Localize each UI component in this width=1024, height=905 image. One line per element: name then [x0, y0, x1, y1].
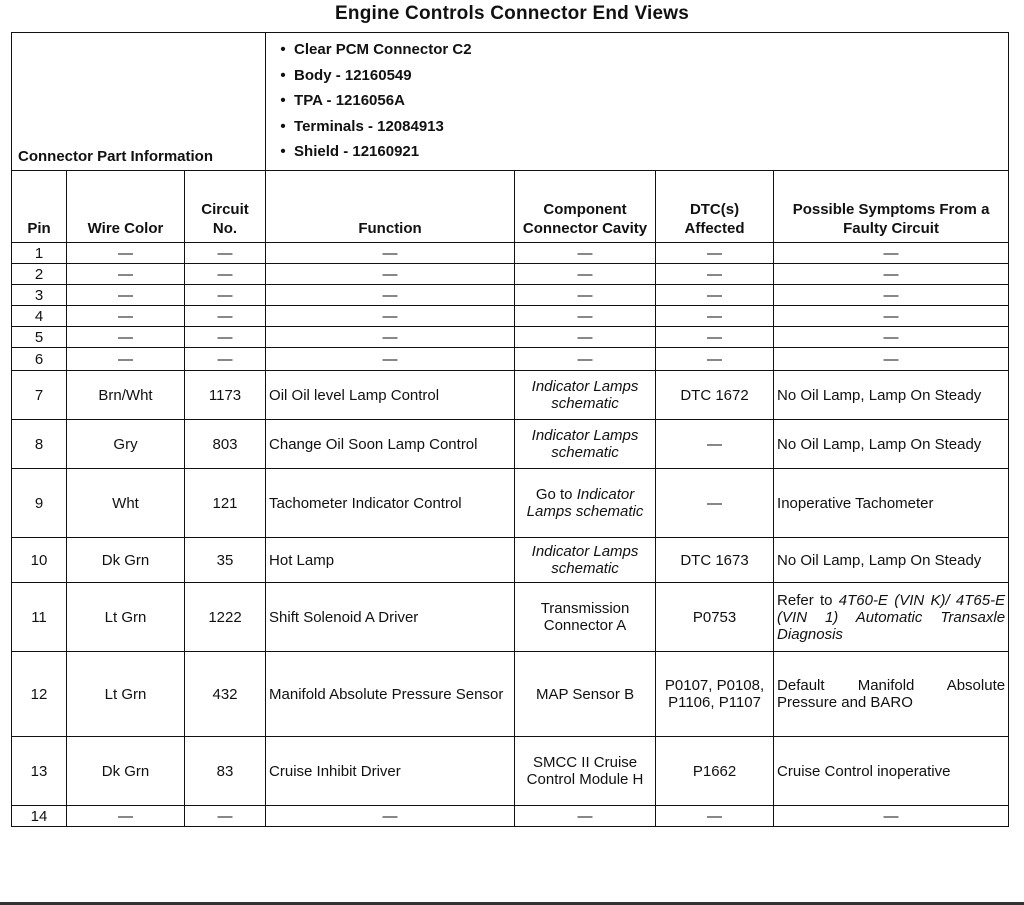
wire-color-cell: Brn/Wht: [67, 371, 185, 420]
function-cell: Hot Lamp: [266, 538, 515, 583]
pin-cell: 13: [12, 737, 67, 806]
pin-cell: 14: [12, 806, 67, 827]
pin-cell: 2: [12, 264, 67, 285]
page-title: Engine Controls Connector End Views: [335, 3, 689, 24]
symptom-cell: Cruise Control inoperative: [774, 737, 1009, 806]
dtc-cell: DTC 1673: [656, 538, 774, 583]
bullet-icon: •: [280, 143, 286, 161]
pin-cell: 12: [12, 652, 67, 737]
pin-cell: 9: [12, 469, 67, 538]
function-cell: —: [266, 306, 515, 327]
connector-info-row: [12, 33, 1009, 171]
table-row: [12, 285, 1009, 306]
cavity-cell: SMCC II Cruise Control Module H: [515, 737, 656, 806]
cavity-cell: —: [515, 348, 656, 371]
pin-cell: 5: [12, 327, 67, 348]
function-cell: Change Oil Soon Lamp Control: [266, 420, 515, 469]
symptom-cell: —: [774, 285, 1009, 306]
table-row: [12, 806, 1009, 827]
dtc-cell: DTC 1672: [656, 371, 774, 420]
connector-info-label: Connector Part Information: [12, 33, 266, 171]
circuit-cell: —: [185, 285, 266, 306]
wire-color-cell: —: [67, 264, 185, 285]
wire-color-cell: Lt Grn: [67, 583, 185, 652]
symptom-cell: —: [774, 243, 1009, 264]
pin-cell: 7: [12, 371, 67, 420]
cavity-cell: Indicator Lamps schematic: [515, 371, 656, 420]
circuit-cell: —: [185, 327, 266, 348]
cavity-cell: —: [515, 285, 656, 306]
circuit-cell: —: [185, 806, 266, 827]
function-cell: —: [266, 327, 515, 348]
pin-cell: 11: [12, 583, 67, 652]
cavity-cell: Indicator Lamps schematic: [515, 420, 656, 469]
wire-color-cell: Lt Grn: [67, 652, 185, 737]
wire-color-cell: —: [67, 806, 185, 827]
pin-cell: 8: [12, 420, 67, 469]
pin-cell: 6: [12, 348, 67, 371]
circuit-cell: —: [185, 348, 266, 371]
circuit-cell: 1222: [185, 583, 266, 652]
cavity-cell: —: [515, 243, 656, 264]
function-cell: —: [266, 806, 515, 827]
pin-cell: 3: [12, 285, 67, 306]
circuit-cell: —: [185, 264, 266, 285]
dtc-cell: P1662: [656, 737, 774, 806]
function-cell: Shift Solenoid A Driver: [266, 583, 515, 652]
symptom-cell: —: [774, 264, 1009, 285]
wire-color-cell: Wht: [67, 469, 185, 538]
bullet-icon: •: [280, 92, 286, 110]
wire-color-cell: —: [67, 285, 185, 306]
header-circuit: Circuit No.: [185, 171, 266, 243]
table-row: [12, 243, 1009, 264]
symptom-cell: —: [774, 348, 1009, 371]
symptom-cell: No Oil Lamp, Lamp On Steady: [774, 371, 1009, 420]
cavity-cell: Indicator Lamps schematic: [515, 538, 656, 583]
dtc-cell: —: [656, 806, 774, 827]
function-cell: Tachometer Indicator Control: [266, 469, 515, 538]
wire-color-cell: Dk Grn: [67, 538, 185, 583]
connector-info-item: • Clear PCM Connector C2: [272, 37, 1002, 63]
pin-cell: 4: [12, 306, 67, 327]
connector-info-list: [266, 33, 1009, 171]
table-row: [12, 652, 1009, 737]
header-wire-color: Wire Color: [67, 171, 185, 243]
header-function: Function: [266, 171, 515, 243]
cavity-cell: Transmission Connector A: [515, 583, 656, 652]
pin-cell: 1: [12, 243, 67, 264]
dtc-cell: —: [656, 285, 774, 306]
dtc-cell: —: [656, 348, 774, 371]
circuit-cell: —: [185, 306, 266, 327]
bullet-icon: •: [280, 66, 286, 84]
dtc-cell: P0107, P0108, P1106, P1107: [656, 652, 774, 737]
connector-info-item: • Body - 12160549: [272, 63, 1002, 89]
header-symptoms: Possible Symptoms From a Faulty Circuit: [774, 171, 1009, 243]
cavity-cell: —: [515, 806, 656, 827]
pin-cell: 10: [12, 538, 67, 583]
symptom-cell: No Oil Lamp, Lamp On Steady: [774, 420, 1009, 469]
circuit-cell: 83: [185, 737, 266, 806]
table-row: [12, 327, 1009, 348]
dtc-cell: —: [656, 306, 774, 327]
table-row: [12, 371, 1009, 420]
connector-info-item: • Terminals - 12084913: [272, 114, 1002, 140]
function-cell: Cruise Inhibit Driver: [266, 737, 515, 806]
circuit-cell: 121: [185, 469, 266, 538]
wire-color-cell: —: [67, 327, 185, 348]
dtc-cell: —: [656, 420, 774, 469]
symptom-cell: Refer to 4T60-E (VIN K)/ 4T65-E (VIN 1) Automatic Transaxle Diagnosis: [774, 583, 1009, 652]
circuit-cell: 35: [185, 538, 266, 583]
function-cell: Oil Oil level Lamp Control: [266, 371, 515, 420]
wire-color-cell: —: [67, 306, 185, 327]
table-row: [12, 469, 1009, 538]
table-row: [12, 583, 1009, 652]
cavity-cell: —: [515, 306, 656, 327]
header-pin: Pin: [12, 171, 67, 243]
bullet-icon: •: [280, 117, 286, 135]
function-cell: Manifold Absolute Pressure Sensor: [266, 652, 515, 737]
cavity-cell: Go to Indicator Lamps schematic: [515, 469, 656, 538]
dtc-cell: —: [656, 327, 774, 348]
table-row: [12, 264, 1009, 285]
table-row: [12, 737, 1009, 806]
dtc-cell: —: [656, 264, 774, 285]
circuit-cell: 1173: [185, 371, 266, 420]
circuit-cell: 432: [185, 652, 266, 737]
dtc-cell: —: [656, 469, 774, 538]
circuit-cell: —: [185, 243, 266, 264]
wire-color-cell: —: [67, 348, 185, 371]
table-row: [12, 420, 1009, 469]
dtc-cell: —: [656, 243, 774, 264]
function-cell: —: [266, 264, 515, 285]
dtc-cell: P0753: [656, 583, 774, 652]
symptom-cell: —: [774, 327, 1009, 348]
cavity-cell: MAP Sensor B: [515, 652, 656, 737]
symptom-cell: No Oil Lamp, Lamp On Steady: [774, 538, 1009, 583]
wire-color-cell: Gry: [67, 420, 185, 469]
header-row: [12, 171, 1009, 243]
symptom-cell: Inoperative Tachometer: [774, 469, 1009, 538]
bullet-icon: •: [280, 41, 286, 58]
table-row: [12, 348, 1009, 371]
wire-color-cell: —: [67, 243, 185, 264]
symptom-cell: Default Manifold Absolute Pressure and BARO: [774, 652, 1009, 737]
header-cavity: Component Connector Cavity: [515, 171, 656, 243]
symptom-cell: —: [774, 806, 1009, 827]
function-cell: —: [266, 348, 515, 371]
wire-color-cell: Dk Grn: [67, 737, 185, 806]
table-row: [12, 306, 1009, 327]
circuit-cell: 803: [185, 420, 266, 469]
connector-info-item: • Shield - 12160921: [272, 139, 1002, 165]
connector-table: [11, 32, 1009, 827]
function-cell: —: [266, 243, 515, 264]
symptom-cell: —: [774, 306, 1009, 327]
cavity-cell: —: [515, 264, 656, 285]
connector-info-item: • TPA - 1216056A: [272, 88, 1002, 114]
function-cell: —: [266, 285, 515, 306]
header-dtc: DTC(s) Affected: [656, 171, 774, 243]
cavity-cell: —: [515, 327, 656, 348]
table-row: [12, 538, 1009, 583]
